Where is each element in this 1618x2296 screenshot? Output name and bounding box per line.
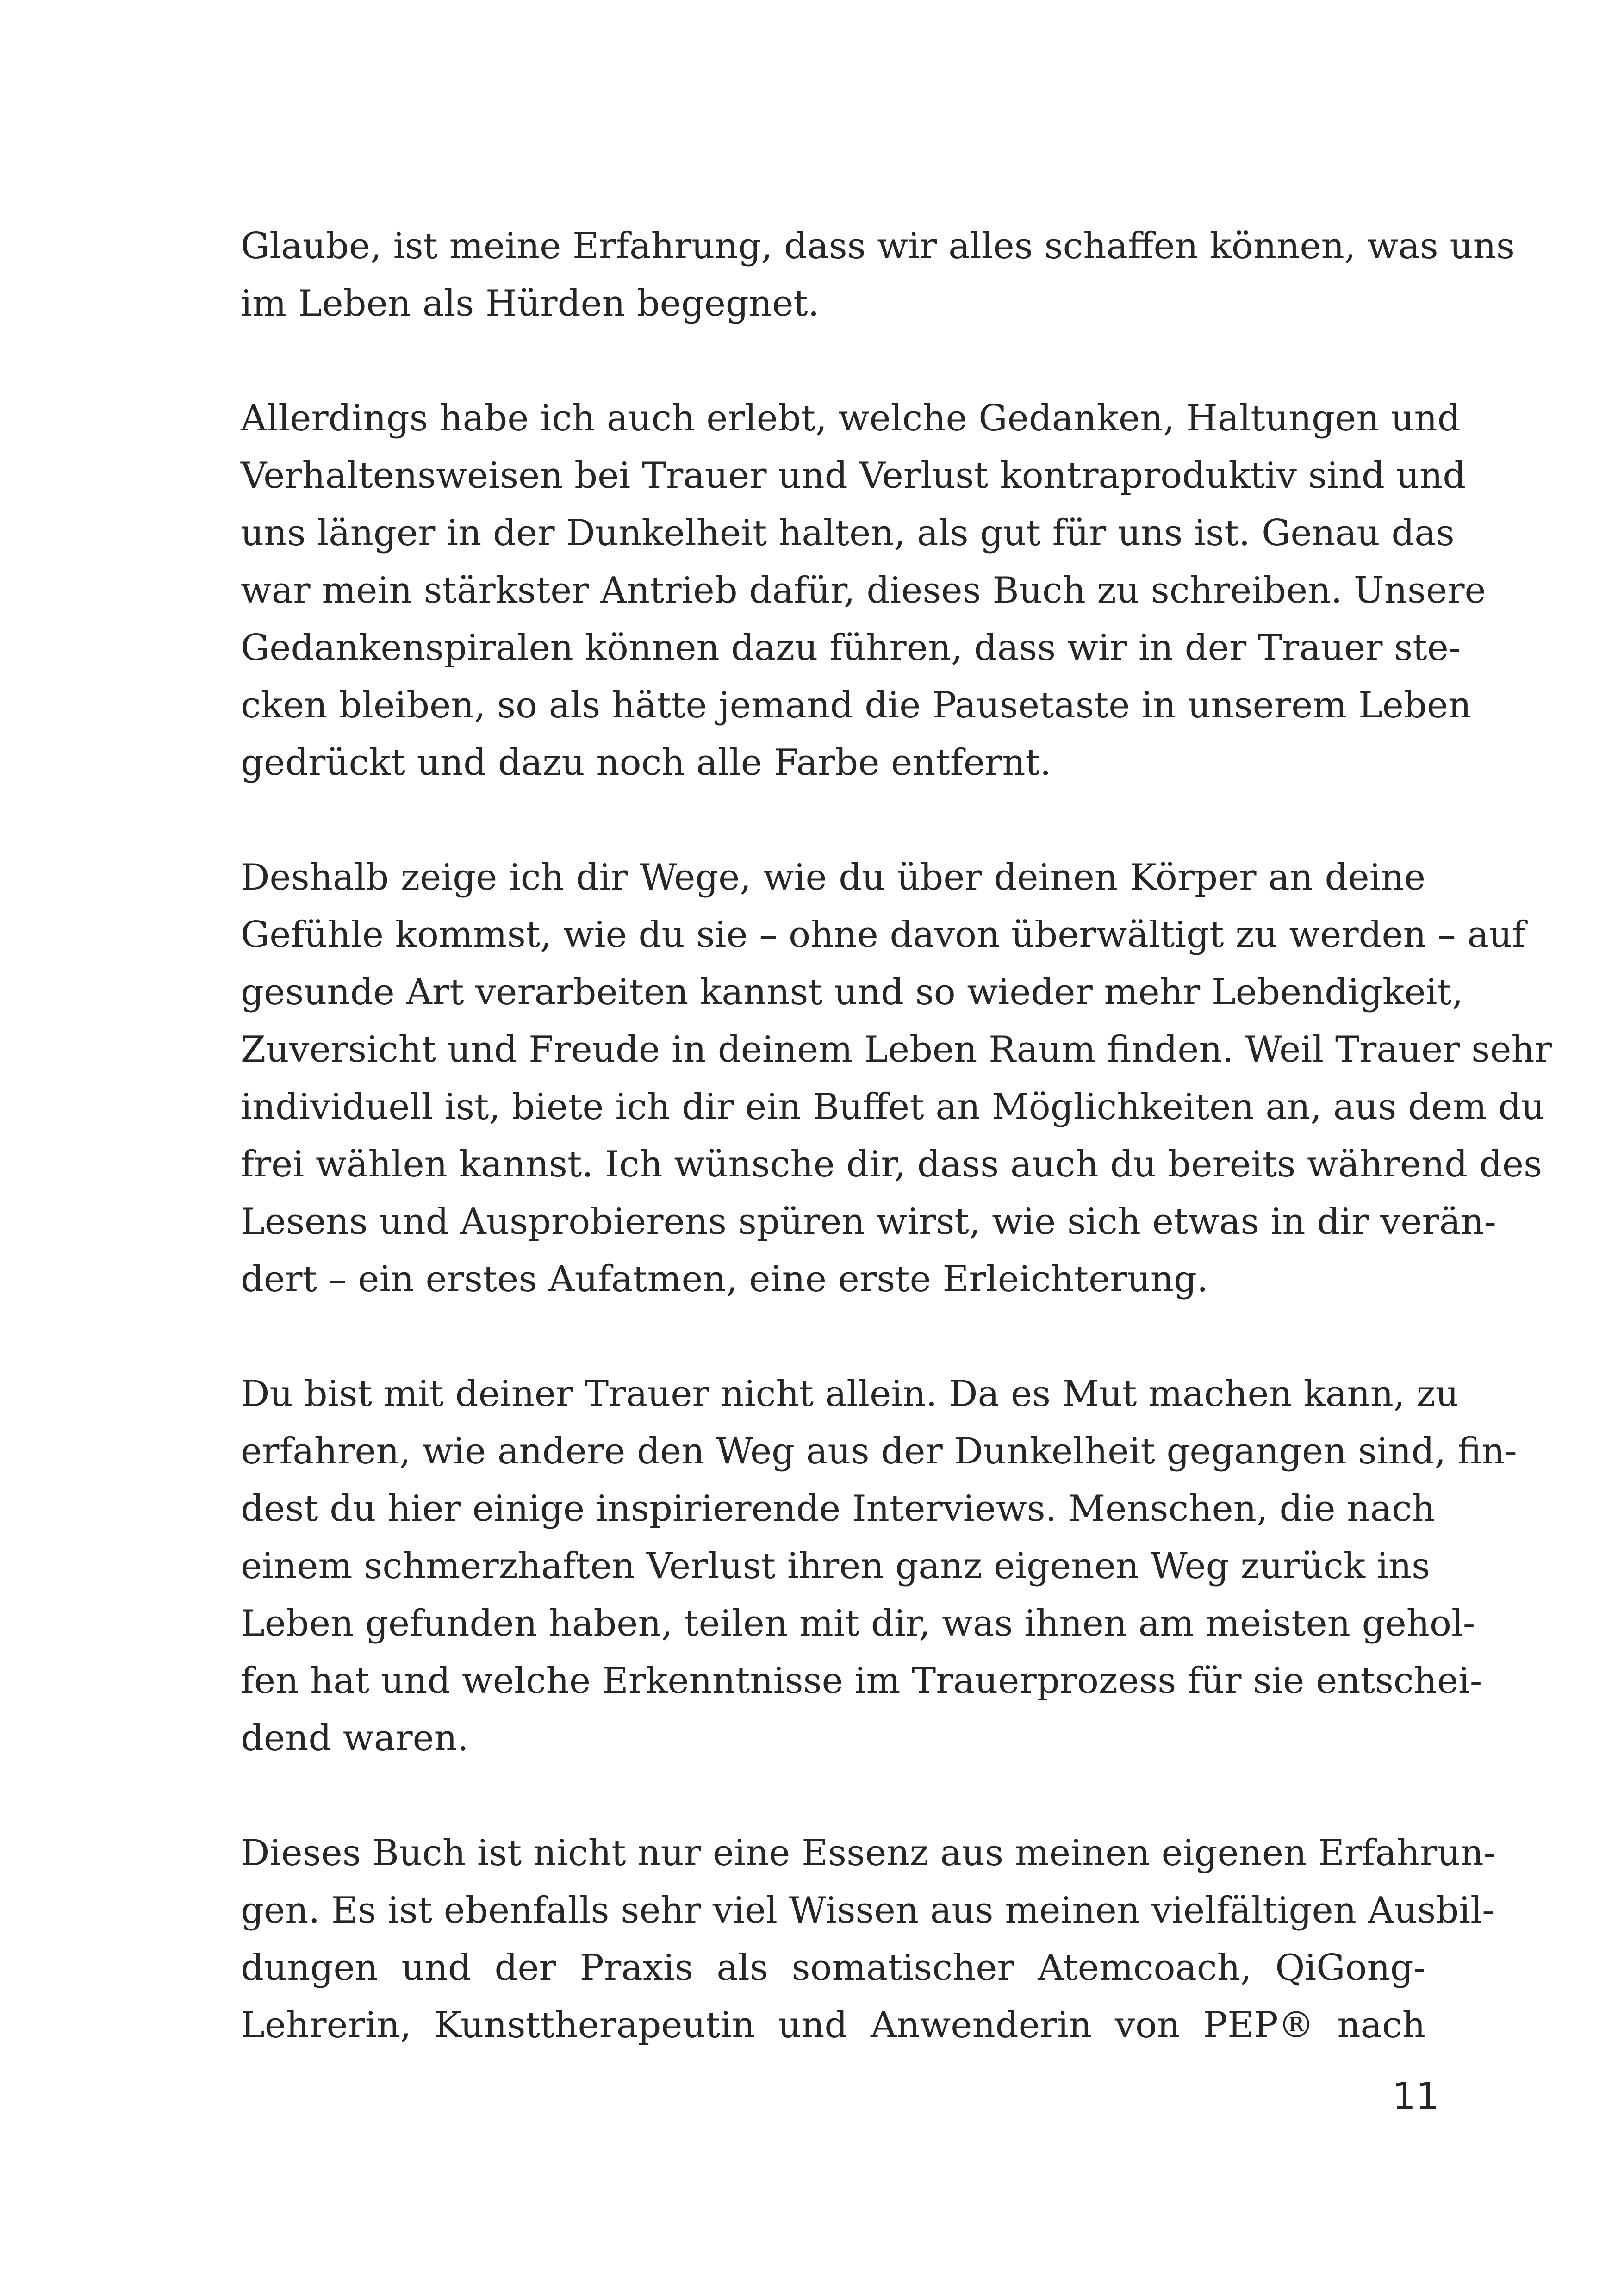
text-line: Gefühle kommst, wie du sie – ohne davon überwältigt zu werden – auf bbox=[241, 914, 1526, 956]
text-line: Verhaltensweisen bei Trauer und Verlust kontraproduktiv sind und bbox=[241, 455, 1466, 497]
text-line: gedrückt und dazu noch alle Farbe entfernt. bbox=[241, 742, 1052, 784]
paragraph bbox=[241, 218, 1515, 332]
text-line: Gedankenspiralen können dazu führen, dass wir in der Trauer ste- bbox=[241, 627, 1461, 669]
text-line: Allerdings habe ich auch erlebt, welche Gedanken, Haltungen und bbox=[241, 398, 1461, 439]
text-line: dert – ein erstes Aufatmen, eine erste Erleichterung. bbox=[241, 1258, 1208, 1300]
text-line: erfahren, wie andere den Weg aus der Dunkelheit gegangen sind, fin- bbox=[241, 1431, 1517, 1472]
text-line: Zuversicht und Freude in deinem Leben Raum finden. Weil Trauer sehr bbox=[241, 1029, 1552, 1070]
text-line: uns länger in der Dunkelheit halten, als gut für uns ist. Genau das bbox=[241, 512, 1455, 554]
text-line: dest du hier einige inspirierende Interviews. Menschen, die nach bbox=[241, 1488, 1435, 1530]
text-line: fen hat und welche Erkenntnisse im Trauerprozess für sie entschei- bbox=[241, 1660, 1482, 1702]
text-line: frei wählen kannst. Ich wünsche dir, dass auch du bereits während des bbox=[241, 1144, 1543, 1185]
paragraph bbox=[241, 1824, 1496, 2054]
text-line: einem schmerzhaften Verlust ihren ganz eigenen Weg zurück ins bbox=[241, 1545, 1431, 1587]
paragraph bbox=[241, 390, 1486, 791]
paragraph bbox=[241, 1365, 1517, 1767]
text-line: Deshalb zeige ich dir Wege, wie du über deinen Körper an deine bbox=[241, 857, 1425, 898]
text-line: Du bist mit deiner Trauer nicht allein. Da es Mut machen kann, zu bbox=[241, 1373, 1459, 1415]
text-line: Lesens und Ausprobierens spüren wirst, wie sich etwas in dir verän- bbox=[241, 1201, 1496, 1243]
body-text bbox=[241, 218, 1552, 2111]
text-line: war mein stärkster Antrieb dafür, dieses Buch zu schreiben. Unsere bbox=[241, 570, 1486, 611]
text-line: im Leben als Hürden begegnet. bbox=[241, 283, 820, 324]
paragraph bbox=[241, 849, 1552, 1308]
text-line: dungen und der Praxis als somatischer Atemcoach, QiGong- bbox=[241, 1947, 1425, 1989]
page-number: 11 bbox=[1392, 2075, 1439, 2118]
text-line: individuell ist, biete ich dir ein Buffet an Möglichkeiten an, aus dem du bbox=[241, 1086, 1545, 1128]
text-line: gen. Es ist ebenfalls sehr viel Wissen aus meinen vielfältigen Ausbil- bbox=[241, 1890, 1494, 1931]
text-line: Leben gefunden haben, teilen mit dir, was ihnen am meisten gehol- bbox=[241, 1603, 1475, 1644]
text-line: Dieses Buch ist nicht nur eine Essenz aus meinen eigenen Erfahrun- bbox=[241, 1832, 1496, 1874]
text-line: dend waren. bbox=[241, 1717, 469, 1759]
text-line: Glaube, ist meine Erfahrung, dass wir alles schaffen können, was uns bbox=[241, 225, 1515, 267]
text-line: Lehrerin, Kunsttherapeutin und Anwenderin von PEP® nach bbox=[241, 2004, 1425, 2046]
text-line: cken bleiben, so als hätte jemand die Pausetaste in unserem Leben bbox=[241, 684, 1472, 726]
text-line: gesunde Art verarbeiten kannst und so wieder mehr Lebendigkeit, bbox=[241, 971, 1463, 1013]
